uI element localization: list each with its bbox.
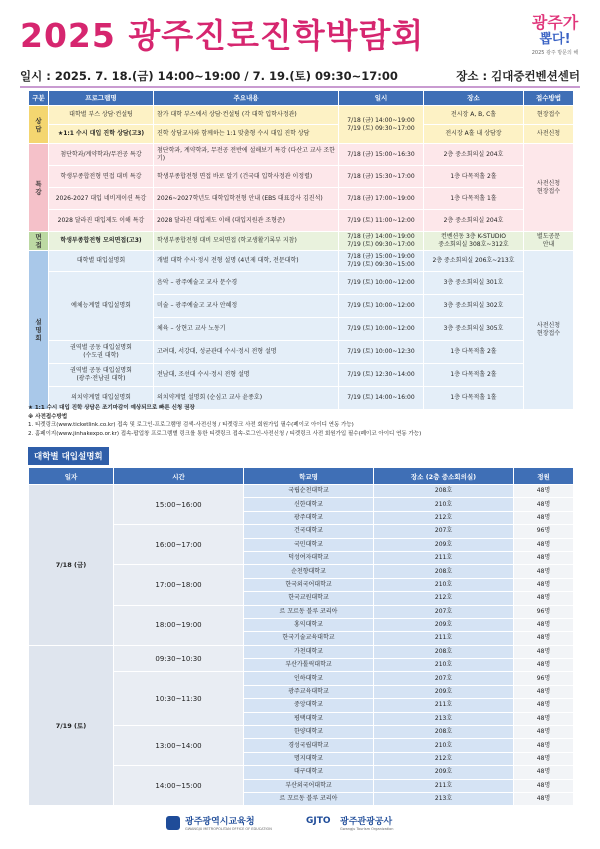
program-content: 2028 달라진 대입제도 이해 (대입지원관 조형준) xyxy=(154,210,339,232)
program-place: 2층 중소회의실 206호~213호 xyxy=(424,251,524,272)
room-number: 211호 xyxy=(374,551,514,564)
capacity: 96명 xyxy=(514,525,574,538)
room-number: 213호 xyxy=(374,792,514,805)
capacity: 48명 xyxy=(514,618,574,631)
note-method-title: ※ 사전접수방법 xyxy=(28,413,68,420)
capacity: 48명 xyxy=(514,645,574,658)
program-name: 2028 달라진 대입제도 이해 특강 xyxy=(49,210,154,232)
program-time: 7/19 (토) 14:00~16:00 xyxy=(339,387,424,410)
table-row xyxy=(29,485,574,498)
tourism-org-logo-icon: GJTO xyxy=(306,816,331,826)
event-info xyxy=(20,68,580,84)
schedule-date: 7/19 (토) xyxy=(29,645,114,806)
capacity: 48명 xyxy=(514,565,574,578)
school-name: 건국대학교 xyxy=(244,525,374,538)
program-row xyxy=(29,364,574,387)
logo-line2: 뽑다! xyxy=(539,32,571,47)
school-name: 부산외국어대학교 xyxy=(244,779,374,792)
program-content: 개별 대학 수시·정시 전형 설명 (4년제 대학, 전문대학) xyxy=(154,251,339,272)
room-number: 210호 xyxy=(374,739,514,752)
room-number: 211호 xyxy=(374,632,514,645)
program-name: 학생부종합전형 면접 대비 특강 xyxy=(49,166,154,188)
room-number: 210호 xyxy=(374,578,514,591)
room-number: 211호 xyxy=(374,699,514,712)
page-title: 2025 광주진로진학박람회 xyxy=(20,16,425,55)
program-time: 7/19 (토) 10:00~12:00 xyxy=(339,295,424,318)
schedule-time: 18:00~19:00 xyxy=(114,605,244,645)
school-name: 인하대학교 xyxy=(244,672,374,685)
capacity: 48명 xyxy=(514,712,574,725)
program-name: 2026-2027 대입 네비게이션 특강 xyxy=(49,188,154,210)
program-category: 상 담 xyxy=(29,106,49,144)
program-place: 컨벤션동 3층 K-STUDIO 중소회의실 308호~312호 xyxy=(424,232,524,251)
uni-header-row xyxy=(29,468,574,485)
program-row xyxy=(29,210,574,232)
program-content: 2026~2027학년도 대학입학전형 안내 (EBS 대표강사 김진석) xyxy=(154,188,339,210)
room-number: 209호 xyxy=(374,685,514,698)
program-time: 7/19 (토) 12:30~14:00 xyxy=(339,364,424,387)
capacity: 48명 xyxy=(514,498,574,511)
capacity: 48명 xyxy=(514,766,574,779)
footer-org2-sub: Gwangju Tourism Organization xyxy=(340,827,394,831)
program-place: 2층 중소회의실 204호 xyxy=(424,144,524,166)
program-place: 3층 중소회의실 305호 xyxy=(424,318,524,341)
program-method: 사전신청 현장접수 xyxy=(524,251,574,410)
program-row xyxy=(29,144,574,166)
capacity: 96명 xyxy=(514,672,574,685)
school-name: 신한대학교 xyxy=(244,498,374,511)
program-content: 학생부종합전형 면접 바로 알기 (건국대 입학사정관 이정렬) xyxy=(154,166,339,188)
note-line1: 1. 티켓링크(www.ticketlink.co.kr) 접속 및 로그인-프로그램명 검색-사전신청 / 티켓링크 사전 회원가입 필수(폐이코 아이디 연동 가능) xyxy=(28,422,354,428)
event-venue: 장소 : 김대중컨벤션센터 xyxy=(456,69,580,83)
room-number: 209호 xyxy=(374,766,514,779)
room-number: 207호 xyxy=(374,605,514,618)
program-time: 7/18 (금) 17:00~19:00 xyxy=(339,188,424,210)
school-name: 평택대학교 xyxy=(244,712,374,725)
footer-org1-name: 광주광역시교육청 xyxy=(185,817,255,827)
program-method: 별도공문 안내 xyxy=(524,232,574,251)
education-office-logo-icon xyxy=(166,816,180,830)
school-name: 가천대학교 xyxy=(244,645,374,658)
program-content: 체육 – 상현고 교사 노동기 xyxy=(154,318,339,341)
capacity: 48명 xyxy=(514,632,574,645)
program-header: 프로그램명 xyxy=(49,91,154,106)
section-title: 대학별 대입설명회 xyxy=(28,447,109,465)
program-content: 첨단학과, 계약학과, 무전공 전반에 설해보기 특강 (다산고 교사 조한기) xyxy=(154,144,339,166)
school-name: 부산가톨릭대학교 xyxy=(244,659,374,672)
program-row xyxy=(29,251,574,272)
program-time: 7/18 (금) 15:30~17:00 xyxy=(339,166,424,188)
program-time: 7/18 (금) 15:00~19:00 7/19 (토) 09:30~15:00 xyxy=(339,251,424,272)
room-number: 212호 xyxy=(374,592,514,605)
program-place: 1층 다목적홀 2홀 xyxy=(424,166,524,188)
event-dates: 일시 : 2025. 7. 18.(금) 14:00~19:00 / 7. 19.(토) 09:30~17:00 xyxy=(20,69,398,83)
university-schedule-table xyxy=(28,467,574,806)
program-row xyxy=(29,232,574,251)
schedule-time: 16:00~17:00 xyxy=(114,525,244,565)
school-name: 르 꼬르동 블루 코리아 xyxy=(244,605,374,618)
room-number: 207호 xyxy=(374,672,514,685)
uni-header: 학교명 xyxy=(244,468,374,485)
room-number: 208호 xyxy=(374,565,514,578)
program-row xyxy=(29,106,574,125)
school-name: 덕성여자대학교 xyxy=(244,551,374,564)
program-content: 전남대, 조선대 수시·정시 전형 설명 xyxy=(154,364,339,387)
program-name: 대학별 대입설명회 xyxy=(49,251,154,272)
logo-line1: 광주가 xyxy=(531,13,579,32)
footer-org1-sub: GWANGJU METROPOLITAN OFFICE OF EDUCATION xyxy=(185,827,272,831)
room-number: 208호 xyxy=(374,485,514,498)
program-name: 권역별 공동 대입설명회 (광주·전남권 대학) xyxy=(49,364,154,387)
school-name: 광주교육대학교 xyxy=(244,685,374,698)
uni-header: 일자 xyxy=(29,468,114,485)
program-header: 주요내용 xyxy=(154,91,339,106)
program-name: 권역별 공동 대입설명회 (수도권 대학) xyxy=(49,341,154,364)
room-number: 209호 xyxy=(374,538,514,551)
note-star: ★ 1:1 수시 대입 진학 상담은 조기마감이 예상되므로 빠른 신청 권장 xyxy=(28,405,195,411)
program-name: ★1:1 수시 대입 진학 상담(고3) xyxy=(49,125,154,144)
school-name: 경성국립대학교 xyxy=(244,739,374,752)
uni-header: 정원 xyxy=(514,468,574,485)
table-row xyxy=(29,645,574,658)
event-logo xyxy=(524,14,586,64)
room-number: 213호 xyxy=(374,712,514,725)
schedule-time: 17:00~18:00 xyxy=(114,565,244,605)
program-place: 1층 다목적홀 1홀 xyxy=(424,188,524,210)
program-time: 7/19 (토) 10:00~12:30 xyxy=(339,341,424,364)
logo-line3: 2025 광주 방문의 해 xyxy=(531,50,579,56)
capacity: 48명 xyxy=(514,485,574,498)
program-name: 대학별 부스 상담·컨설팅 xyxy=(49,106,154,125)
program-place: 2층 중소회의실 204호 xyxy=(424,210,524,232)
program-name: 예체능계열 대입설명회 xyxy=(49,272,154,341)
program-header: 장소 xyxy=(424,91,524,106)
program-name: 의치약계열 대입설명회 xyxy=(49,387,154,410)
capacity: 96명 xyxy=(514,605,574,618)
school-name: 중앙대학교 xyxy=(244,699,374,712)
program-time: 7/19 (토) 11:00~12:00 xyxy=(339,210,424,232)
capacity: 48명 xyxy=(514,551,574,564)
program-place: 1층 다목적홀 2홀 xyxy=(424,341,524,364)
capacity: 48명 xyxy=(514,779,574,792)
school-name: 한국기술교육대학교 xyxy=(244,632,374,645)
footer-org1 xyxy=(185,814,272,831)
footer-org2 xyxy=(340,814,394,831)
schedule-time: 14:00~15:00 xyxy=(114,766,244,806)
program-row xyxy=(29,125,574,144)
capacity: 48명 xyxy=(514,578,574,591)
program-method: 현장접수 xyxy=(524,106,574,125)
schedule-time: 13:00~14:00 xyxy=(114,726,244,766)
footer xyxy=(0,808,600,838)
school-name: 한국교원대학교 xyxy=(244,592,374,605)
program-content: 고려대, 서강대, 성균관대 수시·정시 전형 설명 xyxy=(154,341,339,364)
divider xyxy=(20,86,580,88)
school-name: 명지대학교 xyxy=(244,752,374,765)
program-row xyxy=(29,166,574,188)
notes xyxy=(28,404,573,438)
program-header: 접수방법 xyxy=(524,91,574,106)
uni-header: 장소 (2층 중소회의실) xyxy=(374,468,514,485)
capacity: 48명 xyxy=(514,659,574,672)
school-name: 한국외국어대학교 xyxy=(244,578,374,591)
program-table xyxy=(28,90,574,410)
school-name: 한양대학교 xyxy=(244,726,374,739)
room-number: 208호 xyxy=(374,726,514,739)
program-content: 음악 – 광주예술고 교사 문수경 xyxy=(154,272,339,295)
school-name: 순천향대학교 xyxy=(244,565,374,578)
schedule-time: 09:30~10:30 xyxy=(114,645,244,672)
program-place: 전시장 A, B, C홀 xyxy=(424,106,524,125)
school-name: 대구대학교 xyxy=(244,766,374,779)
program-content: 참가 대학 부스에서 상담·컨설팅 (각 대학 입학사정관) xyxy=(154,106,339,125)
program-time: 7/18 (금) 14:00~19:00 7/19 (토) 09:30~17:00 xyxy=(339,232,424,251)
school-name: 르 꼬르동 블루 코리아 xyxy=(244,792,374,805)
program-name: 학생부종합전형 모의면접(고3) xyxy=(49,232,154,251)
program-time: 7/19 (토) 10:00~12:00 xyxy=(339,318,424,341)
program-time: 7/18 (금) 15:00~16:30 xyxy=(339,144,424,166)
capacity: 48명 xyxy=(514,538,574,551)
room-number: 212호 xyxy=(374,511,514,524)
program-row xyxy=(29,272,574,295)
uni-header: 시간 xyxy=(114,468,244,485)
schedule-time: 15:00~16:00 xyxy=(114,485,244,525)
capacity: 48명 xyxy=(514,752,574,765)
capacity: 48명 xyxy=(514,726,574,739)
note-line2: 2. 홈페이지(www.jinhakexpo.or.kr) 접속-팝업창 프로그램별 링크를 통한 티켓링크 접속-로그인-사전신청 / 티켓링크 사전 회원가입 필수(폐이코 아이디 연동 가능) xyxy=(28,430,422,437)
program-category: 특 강 xyxy=(29,144,49,232)
program-method: 사전신청 현장접수 xyxy=(524,144,574,232)
capacity: 48명 xyxy=(514,592,574,605)
school-name: 국립순천대학교 xyxy=(244,485,374,498)
program-header-row xyxy=(29,91,574,106)
program-name: 첨단학과/계약학과/무전공 특강 xyxy=(49,144,154,166)
program-content: 미술 – 광주예술고 교사 안혜정 xyxy=(154,295,339,318)
program-content: 학생부종합전형 대비 모의면접 (학교생활기록부 지참) xyxy=(154,232,339,251)
schedule-time: 10:30~11:30 xyxy=(114,672,244,726)
schedule-date: 7/18 (금) xyxy=(29,485,114,646)
capacity: 48명 xyxy=(514,739,574,752)
program-time: 7/18 (금) 14:00~19:00 7/19 (토) 09:30~17:00 xyxy=(339,106,424,144)
school-name: 홍익대학교 xyxy=(244,618,374,631)
room-number: 210호 xyxy=(374,498,514,511)
program-category: 설 명 회 xyxy=(29,251,49,410)
program-time: 7/19 (토) 10:00~12:00 xyxy=(339,272,424,295)
program-row xyxy=(29,188,574,210)
capacity: 48명 xyxy=(514,699,574,712)
school-name: 국민대학교 xyxy=(244,538,374,551)
capacity: 48명 xyxy=(514,685,574,698)
program-category: 면 접 xyxy=(29,232,49,251)
program-place: 전시장 A홀 내 상담장 xyxy=(424,125,524,144)
program-row xyxy=(29,341,574,364)
school-name: 광주대학교 xyxy=(244,511,374,524)
program-content: 의치약계열 설명회 (순심고 교사 윤종호) xyxy=(154,387,339,410)
room-number: 211호 xyxy=(374,779,514,792)
capacity: 48명 xyxy=(514,511,574,524)
program-header: 구분 xyxy=(29,91,49,106)
room-number: 212호 xyxy=(374,752,514,765)
program-content: 진학 상담교사와 함께하는 1:1 맞춤형 수시 대입 진학 상담 xyxy=(154,125,339,144)
program-header: 일시 xyxy=(339,91,424,106)
room-number: 209호 xyxy=(374,618,514,631)
program-place: 3층 중소회의실 302호 xyxy=(424,295,524,318)
room-number: 207호 xyxy=(374,525,514,538)
program-place: 3층 중소회의실 301호 xyxy=(424,272,524,295)
room-number: 208호 xyxy=(374,645,514,658)
room-number: 210호 xyxy=(374,659,514,672)
program-method: 사전신청 xyxy=(524,125,574,144)
capacity: 48명 xyxy=(514,792,574,805)
footer-org2-name: 광주관광공사 xyxy=(340,817,393,827)
program-place: 1층 다목적홀 1홀 xyxy=(424,387,524,410)
program-place: 1층 다목적홀 2홀 xyxy=(424,364,524,387)
